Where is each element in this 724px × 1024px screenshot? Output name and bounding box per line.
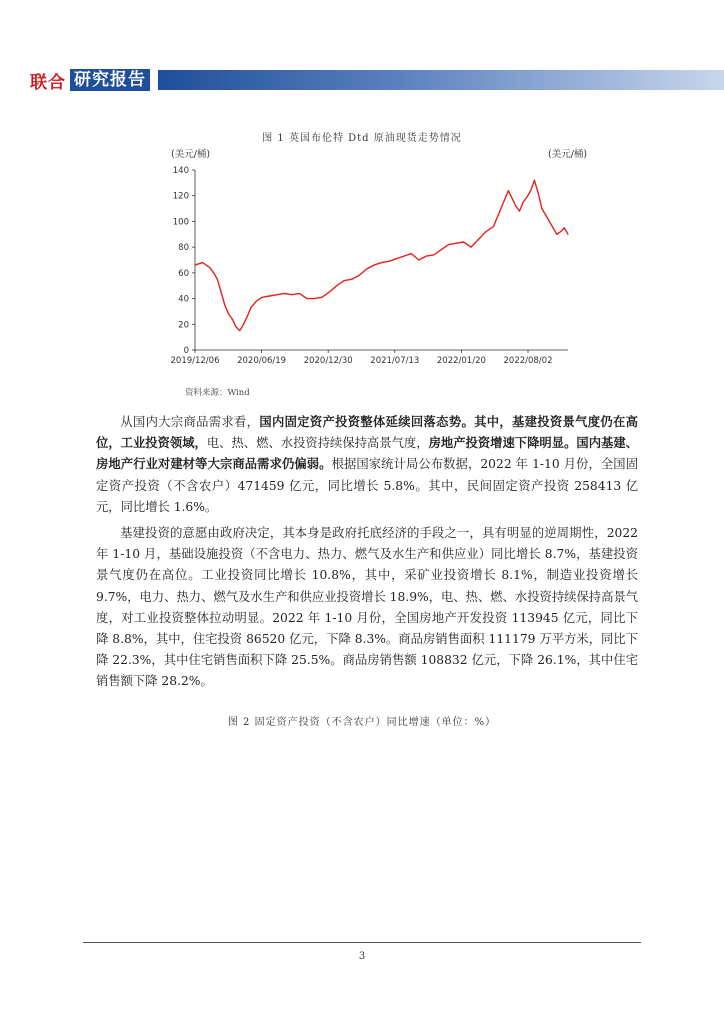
- data-point: [276, 294, 277, 295]
- data-point: [381, 262, 382, 263]
- data-point: [269, 295, 270, 296]
- data-point: [291, 294, 292, 295]
- data-point: [556, 234, 557, 235]
- data-point: [538, 193, 539, 194]
- x-tick-label: 2019/12/06: [170, 356, 220, 366]
- y-tick-label: 0: [183, 346, 189, 356]
- data-point: [441, 249, 442, 250]
- data-point: [239, 330, 240, 331]
- report-brand-logo: [30, 69, 150, 91]
- data-point: [329, 292, 330, 293]
- y-tick-label: 60: [178, 268, 189, 279]
- data-point: [217, 279, 218, 280]
- header-gradient-bar: [158, 70, 724, 90]
- data-point: [247, 316, 248, 317]
- paragraph-demand: [96, 412, 638, 518]
- data-point: [373, 265, 374, 266]
- data-point: [552, 227, 553, 228]
- para2-text: 基建投资的意愿由政府决定，其本身是政府托底经济的手段之一，具有明显的逆周期性，2022 年 1-10 月，基础设施投资（不含电力、热力、燃气及水生产和供应业）同比增长 8.7%，基建投资景气度仍在高位。工业投资同比增长 10.8%，其中，采矿业投资增长 8.1%，制造业投资增长 9.7%，电力、热力、燃气及水生产和供应业投资增长 18.9%，电、热、燃、水投资持续保持高景气度，对工业投资整体拉动明显。2022 年 1-10 月份，全国房地产开发投资 113945 亿元，同比下降 8.8%，其中，住宅投资 86520 亿元，下降 8.3%。商品房销售面积 111179 万平方米，同比下降 22.3%，其中住宅销售面积下降 25.5%。商品房销售额 108832 亿元，下降 26.1%，其中住宅销售额下降 28.2%。: [96, 526, 638, 689]
- x-tick-label: 2022/08/02: [503, 356, 553, 366]
- y-tick-label: 20: [178, 320, 189, 331]
- data-point: [515, 205, 516, 206]
- x-tick-label: 2022/01/20: [436, 356, 486, 366]
- brand-red-text: 联合: [30, 72, 66, 93]
- brent-oil-line-chart: [150, 160, 590, 375]
- para1-normal-2: 电、热、燃、水投资持续保持高景气度，: [206, 436, 429, 451]
- x-tick-label: 2020/12/30: [303, 356, 353, 366]
- data-point: [256, 301, 257, 302]
- data-point: [564, 227, 565, 228]
- series-layer: [194, 180, 568, 332]
- data-point: [485, 231, 486, 232]
- data-point: [511, 198, 512, 199]
- y-tick-label: 100: [172, 217, 189, 228]
- data-point: [336, 285, 337, 286]
- data-point: [396, 258, 397, 259]
- x-tick-label: 2021/07/13: [370, 356, 420, 366]
- y-axis-unit-left: (美元/桶): [171, 149, 211, 160]
- data-point: [418, 259, 419, 260]
- data-point: [224, 304, 225, 305]
- x-axis: [171, 350, 569, 366]
- figure1-title: 图 1 英国布伦特 Dtd 原油现货走势情况: [262, 133, 462, 144]
- data-point: [448, 244, 449, 245]
- data-point: [243, 324, 244, 325]
- figure2-title: 图 2 固定资产投资（不含农户）同比增速（单位：%）: [227, 717, 497, 728]
- para1-lead: 从国内大宗商品需求看，: [120, 415, 260, 429]
- data-point: [530, 190, 531, 191]
- data-point: [235, 326, 236, 327]
- y-axis-unit-right: (美元/桶): [548, 149, 588, 160]
- data-point: [202, 262, 203, 263]
- y-axis: [173, 166, 195, 356]
- data-point: [426, 256, 427, 257]
- data-point: [500, 208, 501, 209]
- data-point: [470, 247, 471, 248]
- data-point: [306, 298, 307, 299]
- para1-bold-3: 房地产投资增速下降明显。国内基建、房地产行业对建材等大宗商品需求仍偏弱。: [96, 436, 638, 472]
- data-point: [194, 265, 195, 266]
- y-tick-label: 80: [178, 243, 189, 254]
- data-point: [359, 275, 360, 276]
- data-point: [519, 211, 520, 212]
- data-point: [284, 293, 285, 294]
- data-point: [534, 180, 535, 181]
- data-point: [232, 319, 233, 320]
- page-number: 3: [358, 951, 366, 962]
- data-point: [411, 253, 412, 254]
- data-point: [560, 231, 561, 232]
- y-tick-label: 140: [172, 166, 189, 176]
- data-point: [403, 256, 404, 257]
- data-point: [433, 254, 434, 255]
- footer-rule: [83, 942, 641, 943]
- data-point: [493, 226, 494, 227]
- data-point: [221, 292, 222, 293]
- data-point: [526, 196, 527, 197]
- para1-normal-4: 根据国家统计局公布数据，2022 年 1-10 月份，全国固定资产投资（不含农户）471459 亿元，同比增长 5.8%。其中，民间固定资产投资 258413 亿元，同比增长 1.6%。: [96, 457, 638, 514]
- data-point: [262, 297, 263, 298]
- data-point: [321, 297, 322, 298]
- data-point: [456, 243, 457, 244]
- data-point: [523, 202, 524, 203]
- data-point: [463, 241, 464, 242]
- data-point: [388, 261, 389, 262]
- data-point: [549, 221, 550, 222]
- data-point: [567, 234, 568, 235]
- data-point: [478, 239, 479, 240]
- data-point: [366, 268, 367, 269]
- data-point: [228, 313, 229, 314]
- data-point: [314, 298, 315, 299]
- data-point: [213, 272, 214, 273]
- data-point: [344, 280, 345, 281]
- para1-bold-1: 国内固定资产投资整体延续回落态势。其中，基建投资景气度仍在高位，工业投资领域，: [96, 415, 638, 451]
- data-point: [250, 307, 251, 308]
- figure1-source: 资料来源：Wind: [185, 388, 250, 398]
- data-point: [545, 214, 546, 215]
- y-tick-label: 40: [178, 294, 189, 305]
- x-tick-label: 2020/06/19: [237, 356, 287, 366]
- data-point: [508, 190, 509, 191]
- data-point: [541, 208, 542, 209]
- data-point: [351, 279, 352, 280]
- y-tick-label: 120: [172, 191, 189, 202]
- data-point: [209, 267, 210, 268]
- paragraph-infrastructure: [96, 523, 638, 693]
- data-point: [299, 293, 300, 294]
- brand-box-text: 研究报告: [70, 69, 150, 91]
